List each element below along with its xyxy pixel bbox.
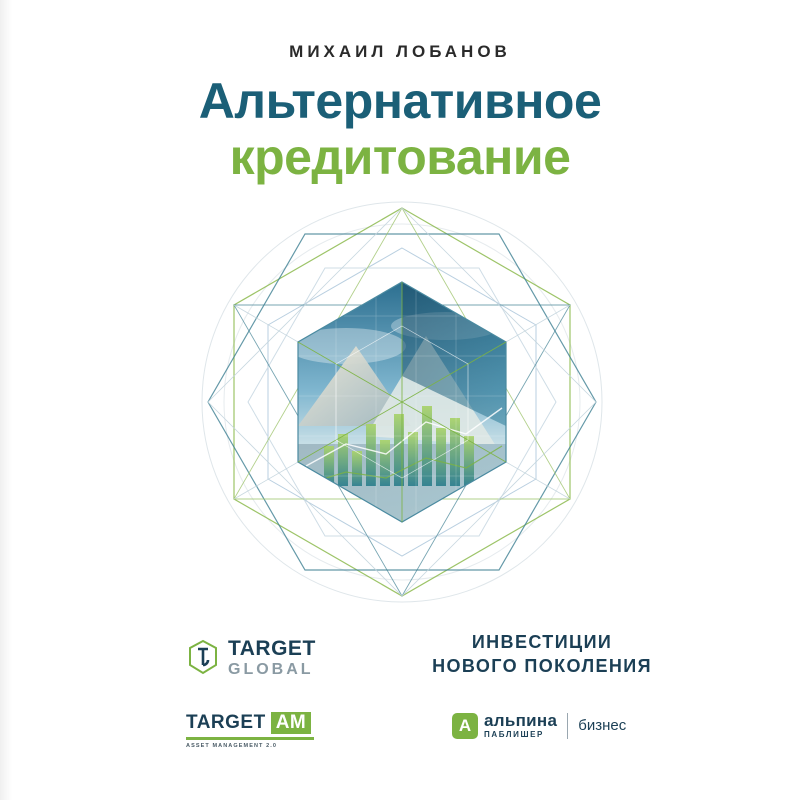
publisher-divider [567, 713, 568, 739]
cover-artwork [196, 196, 608, 608]
title-line-1: Альтернативное [198, 73, 602, 129]
target-global-wordmark [228, 638, 316, 678]
target-am-rule [186, 737, 314, 740]
target-am-tagline: ASSET MANAGEMENT 2.0 [186, 743, 278, 749]
logo-target-am [186, 712, 314, 749]
logo-target-global [186, 638, 316, 678]
publisher-name: альпина [484, 711, 558, 730]
publisher-subname: ПАБЛИШЕР [484, 730, 544, 739]
publisher-imprint: бизнес [578, 717, 627, 734]
subtitle-line-2: НОВОГО ПОКОЛЕНИЯ [432, 656, 652, 676]
subtitle [432, 630, 652, 678]
target-am-word-1: TARGET [186, 712, 266, 733]
alpina-mark-icon: А [452, 713, 478, 739]
alpina-wordmark [484, 712, 557, 739]
subtitle-line-1: ИНВЕСТИЦИИ [471, 632, 613, 652]
target-am-wordmark [186, 712, 314, 734]
author-name: МИХАИЛ ЛОБАНОВ [289, 42, 511, 61]
target-global-word-2: GLOBAL [228, 661, 314, 678]
target-global-mark-icon [186, 639, 220, 677]
target-am-word-2: AM [271, 712, 312, 734]
logo-publisher [452, 712, 626, 739]
title-line-2: кредитование [229, 129, 571, 185]
target-global-word-1: TARGET [228, 637, 316, 660]
